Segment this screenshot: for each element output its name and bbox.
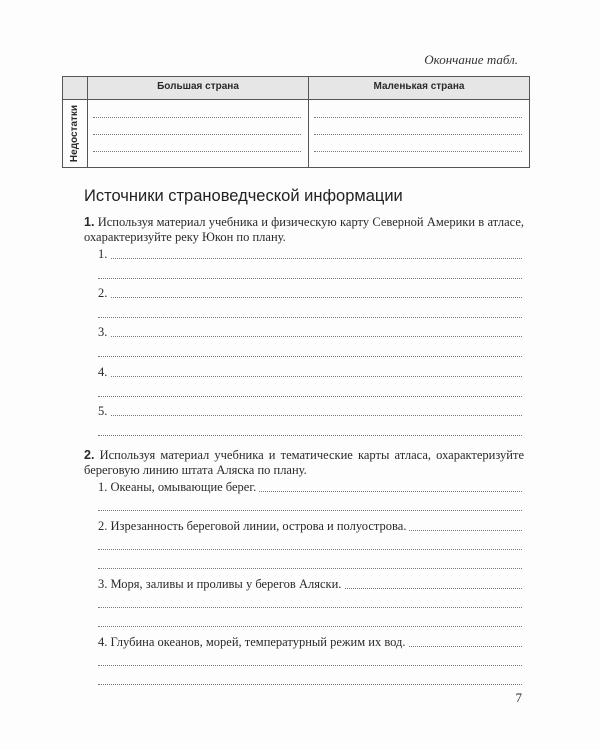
section-title: Источники страноведческой информации (84, 187, 403, 205)
answer-line[interactable] (98, 435, 522, 436)
task-2-number: 2. (84, 448, 95, 462)
task-2-text (84, 448, 524, 478)
answer-line[interactable] (98, 356, 522, 357)
answer-line[interactable] (314, 151, 522, 152)
task-2-item-4: 4. Глубина океанов, морей, температурный режим их вод. (98, 635, 409, 650)
task-1-item-2: 2. (98, 286, 110, 301)
answer-line[interactable] (98, 568, 522, 569)
task-2-item-3: 3. Моря, заливы и проливы у берегов Аляски. (98, 577, 344, 592)
answer-line[interactable] (98, 317, 522, 318)
task-1-instruction: Используя материал учебника и физическую карту Северной Америки в атласе, охарактеризуйте реку Юкон по плану. (84, 215, 524, 244)
task-1-number: 1. (84, 215, 95, 229)
task-2-instruction: Используя материал учебника и тематические карты атласа, охарактеризуйте береговую линию штата Аляска по плану. (84, 448, 524, 477)
column-header-big-country: Большая страна (157, 81, 239, 92)
answer-line[interactable] (98, 376, 522, 377)
answer-line[interactable] (98, 258, 522, 259)
task-2-item-2: 2. Изрезанность береговой линии, острова и полуострова. (98, 519, 409, 534)
page-number: 7 (515, 690, 522, 705)
column-header-small-country: Маленькая страна (373, 81, 465, 92)
answer-line[interactable] (98, 607, 522, 608)
answer-line[interactable] (98, 396, 522, 397)
answer-line[interactable] (98, 665, 522, 666)
answer-line[interactable] (98, 415, 522, 416)
comparison-table (62, 76, 530, 168)
answer-line[interactable] (98, 626, 522, 627)
task-1-item-3: 3. (98, 325, 110, 340)
task-1-text (84, 215, 524, 245)
answer-line[interactable] (93, 151, 301, 152)
row-label-disadvantages: Недостатки (69, 104, 81, 162)
answer-line[interactable] (93, 117, 301, 118)
answer-line[interactable] (98, 336, 522, 337)
task-2-item-1: 1. Океаны, омывающие берег. (98, 480, 259, 495)
task-1-item-1: 1. (98, 247, 110, 262)
answer-line[interactable] (98, 549, 522, 550)
task-1-item-4: 4. (98, 365, 110, 380)
table-continuation-note: Окончание табл. (424, 52, 518, 67)
answer-line[interactable] (98, 297, 522, 298)
answer-line[interactable] (98, 510, 522, 511)
answer-line[interactable] (93, 134, 301, 135)
answer-line[interactable] (314, 134, 522, 135)
answer-line[interactable] (98, 278, 522, 279)
answer-line[interactable] (98, 684, 522, 685)
task-1-item-5: 5. (98, 404, 110, 419)
answer-line[interactable] (314, 117, 522, 118)
